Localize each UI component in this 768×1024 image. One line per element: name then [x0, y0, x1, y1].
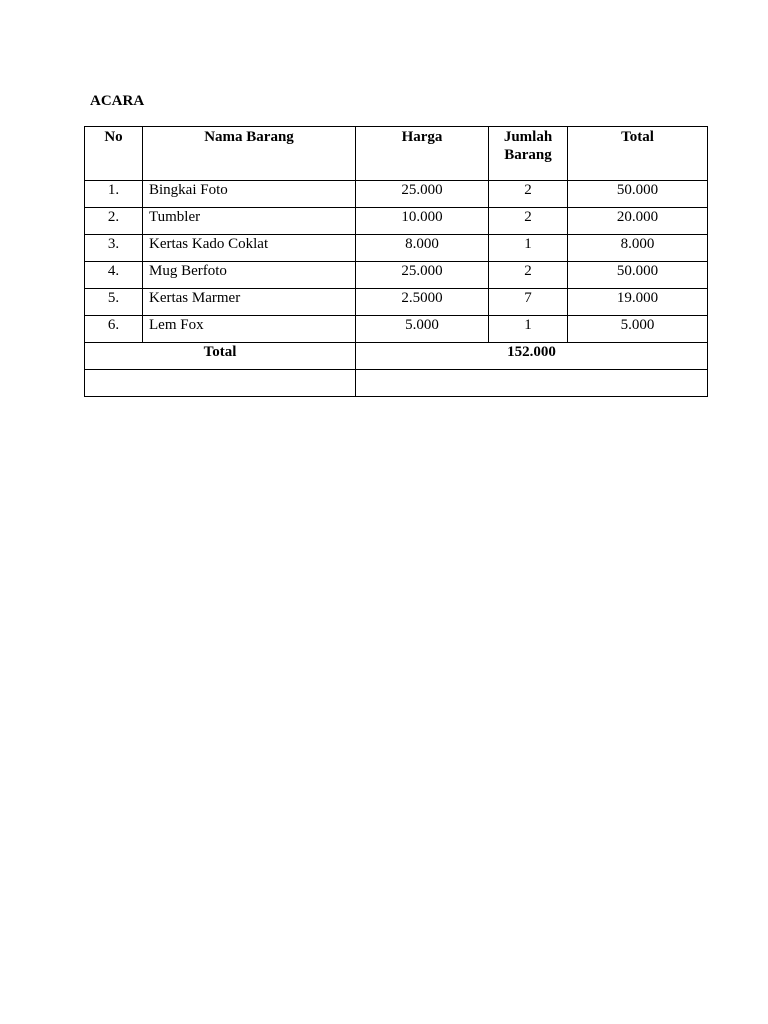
item-total: 8.000 [568, 235, 708, 262]
item-name: Lem Fox [143, 316, 356, 343]
item-name: Mug Berfoto [143, 262, 356, 289]
item-price: 10.000 [356, 208, 489, 235]
row-number: 5. [85, 289, 143, 316]
row-number: 3. [85, 235, 143, 262]
item-price: 2.5000 [356, 289, 489, 316]
item-price: 25.000 [356, 181, 489, 208]
table-row [85, 208, 708, 235]
item-quantity: 1 [489, 235, 568, 262]
item-quantity: 2 [489, 208, 568, 235]
item-total: 5.000 [568, 316, 708, 343]
header-price: Harga [356, 127, 489, 181]
empty-cell-right [356, 370, 708, 397]
empty-cell-left [85, 370, 356, 397]
empty-row [85, 370, 708, 397]
table-row [85, 181, 708, 208]
table-row [85, 316, 708, 343]
header-no: No [85, 127, 143, 181]
item-total: 50.000 [568, 181, 708, 208]
item-price: 25.000 [356, 262, 489, 289]
item-price: 8.000 [356, 235, 489, 262]
table-row [85, 235, 708, 262]
item-name: Tumbler [143, 208, 356, 235]
table-header-row [85, 127, 708, 181]
header-item-name: Nama Barang [143, 127, 356, 181]
item-quantity: 7 [489, 289, 568, 316]
row-number: 1. [85, 181, 143, 208]
item-quantity: 1 [489, 316, 568, 343]
item-total: 50.000 [568, 262, 708, 289]
table-row [85, 262, 708, 289]
item-total: 20.000 [568, 208, 708, 235]
item-quantity: 2 [489, 262, 568, 289]
table-row [85, 289, 708, 316]
item-quantity: 2 [489, 181, 568, 208]
row-number: 4. [85, 262, 143, 289]
item-name: Bingkai Foto [143, 181, 356, 208]
item-name: Kertas Kado Coklat [143, 235, 356, 262]
row-number: 6. [85, 316, 143, 343]
item-price: 5.000 [356, 316, 489, 343]
row-number: 2. [85, 208, 143, 235]
items-table [84, 126, 708, 397]
total-value: 152.000 [356, 343, 708, 370]
item-total: 19.000 [568, 289, 708, 316]
total-label: Total [85, 343, 356, 370]
header-quantity: Jumlah Barang [489, 127, 568, 181]
header-total: Total [568, 127, 708, 181]
item-name: Kertas Marmer [143, 289, 356, 316]
total-row [85, 343, 708, 370]
document-heading: ACARA [90, 93, 145, 109]
